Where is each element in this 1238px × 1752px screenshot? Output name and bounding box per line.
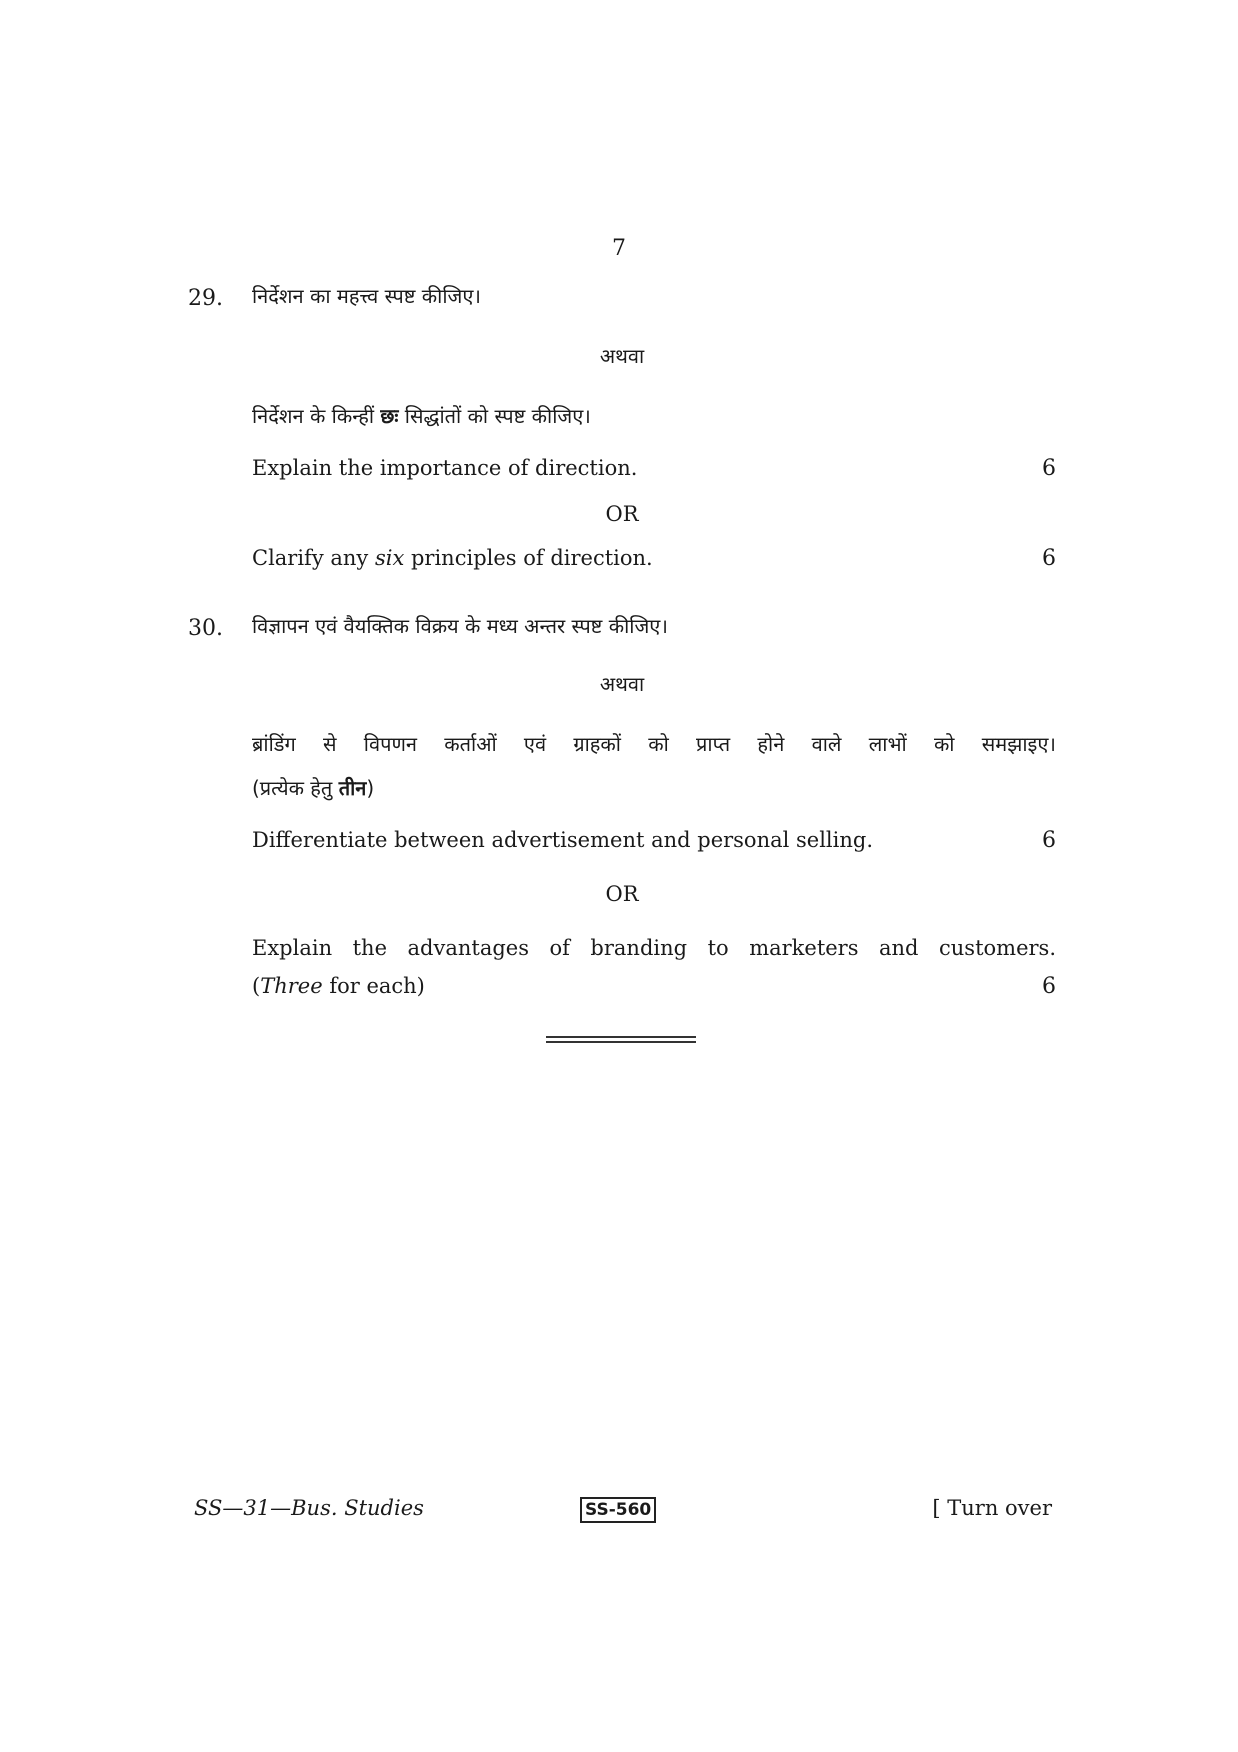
footer-turn-over: [ Turn over (932, 1496, 1052, 1520)
text-segment: for each) (322, 974, 425, 998)
bold-text: तीन (338, 776, 367, 800)
marks: 6 (1042, 456, 1056, 481)
italic-text: Three (260, 974, 323, 998)
marks: 6 (1042, 828, 1056, 853)
text-segment: Clarify any (252, 546, 375, 570)
text-segment: ) (366, 776, 375, 800)
hindi-or: अथवा (599, 672, 645, 696)
english-alternative-line1: Explain the advantages of branding to marketers and customers. (252, 936, 1056, 960)
english-or: OR (605, 882, 639, 906)
english-question: Explain the importance of direction. (252, 456, 638, 480)
text-segment: ( (252, 974, 261, 998)
hindi-question: निर्देशन का महत्त्व स्पष्ट कीजिए। (252, 284, 482, 308)
end-rule-top (546, 1036, 696, 1038)
marks: 6 (1042, 974, 1056, 999)
footer-subject: SS—31—Bus. Studies (194, 1496, 424, 1520)
question-number: 30. (188, 616, 223, 641)
text-segment: principles of direction. (404, 546, 653, 570)
italic-text: six (374, 546, 405, 570)
page-number: 7 (612, 236, 626, 261)
english-question: Differentiate between advertisement and personal selling. (252, 828, 874, 852)
marks: 6 (1042, 546, 1056, 571)
footer-code-box: SS-560 (580, 1497, 656, 1523)
question-number: 29. (188, 286, 223, 311)
bold-text: छः (380, 404, 399, 428)
text-segment: सिद्धांतों को स्पष्ट कीजिए। (398, 404, 591, 428)
english-alternative-line2 (252, 974, 1056, 998)
hindi-alternative-line2 (252, 774, 1056, 801)
text-segment: (प्रत्येक हेतु (252, 776, 339, 800)
hindi-alternative-line1: ब्रांडिंग से विपणन कर्ताओं एवं ग्राहकों को प्राप्त होने वाले लाभों को समझाइए। (252, 732, 1056, 756)
hindi-or: अथवा (599, 344, 645, 368)
hindi-question: विज्ञापन एवं वैयक्तिक विक्रय के मध्य अन्तर स्पष्ट कीजिए। (252, 614, 668, 638)
hindi-alternative (252, 402, 1056, 429)
english-or: OR (605, 502, 639, 526)
text-segment: निर्देशन के किन्हीं (252, 404, 381, 428)
english-alternative (252, 546, 1056, 570)
end-rule-bottom (546, 1041, 696, 1043)
